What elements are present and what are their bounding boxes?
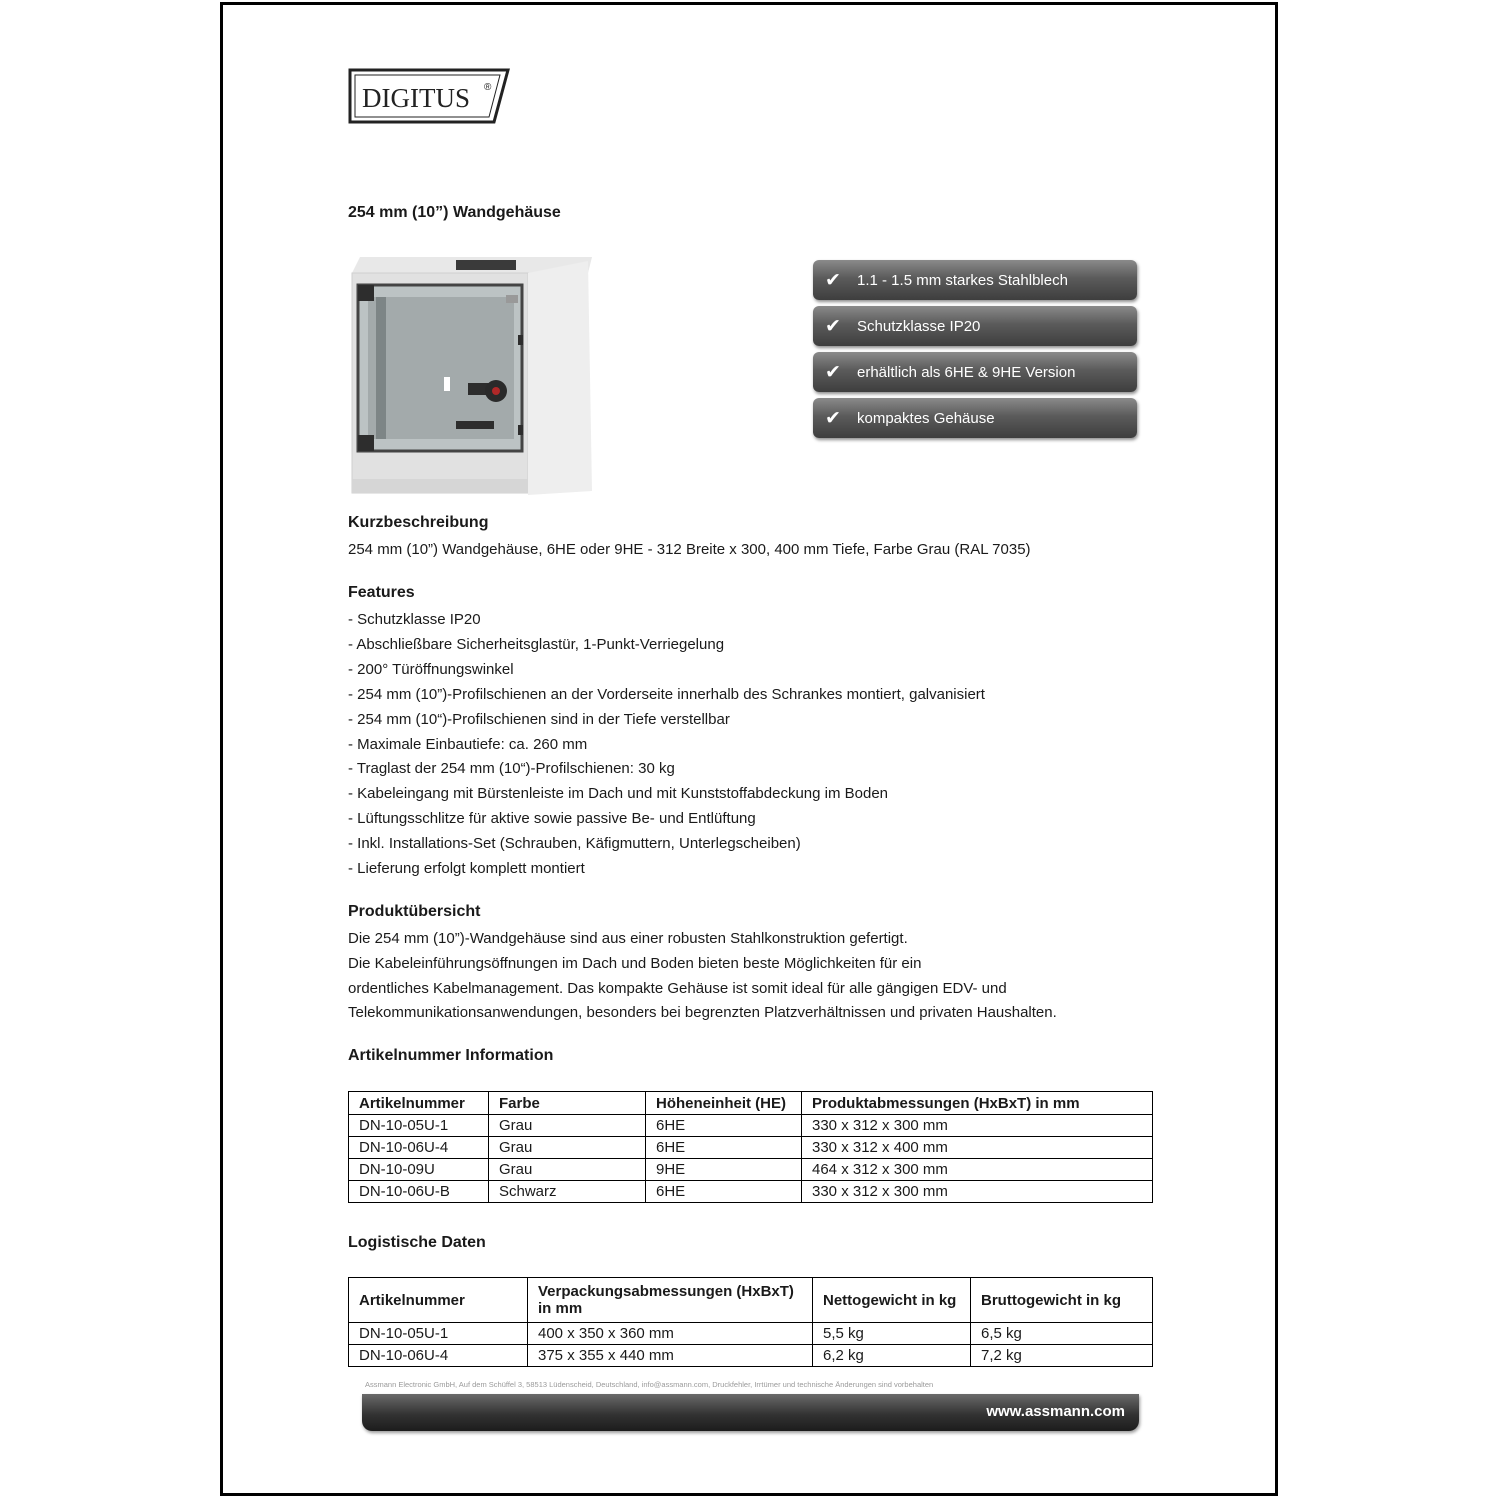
column-header: Verpackungsabmessungen (HxBxT) in mm [528, 1278, 813, 1323]
feature-item: - Inkl. Installations-Set (Schrauben, Käfigmuttern, Unterlegscheiben) [348, 835, 801, 853]
feature-item: - 254 mm (10”)-Profilschienen an der Vorderseite innerhalb des Schrankes montiert, galvanisiert [348, 685, 985, 703]
feature-badge [813, 352, 1137, 392]
table-cell: Grau [489, 1137, 646, 1159]
logistische-section [348, 1234, 1153, 1258]
feature-badge-label: 1.1 - 1.5 mm starkes Stahlblech [857, 271, 1068, 289]
logistische-table [348, 1277, 1153, 1367]
wall-cabinet-image [348, 245, 598, 507]
produktuebersicht-line: Telekommunikationsanwendungen, besonders bei begrenzten Platzverhältnissen und privaten Haushalten. [348, 1004, 1057, 1022]
logistische-heading: Logistische Daten [348, 1234, 486, 1251]
footer-url: www.assmann.com [986, 1403, 1125, 1420]
table-cell: Schwarz [489, 1181, 646, 1203]
logo-text: DIGITUS [362, 83, 470, 113]
table-row [349, 1181, 1153, 1203]
table-cell: 6,2 kg [813, 1345, 971, 1367]
kurzbeschreibung-heading: Kurzbeschreibung [348, 514, 489, 531]
features-section [348, 584, 1153, 882]
feature-badge [813, 306, 1137, 346]
table-cell: 5,5 kg [813, 1323, 971, 1345]
table-cell: DN-10-06U-B [349, 1181, 489, 1203]
table-row [349, 1159, 1153, 1181]
checkmark-icon: ✔ [825, 269, 841, 291]
table-cell: 6HE [646, 1181, 802, 1203]
table-row [349, 1137, 1153, 1159]
checkmark-icon: ✔ [825, 315, 841, 337]
checkmark-icon: ✔ [825, 361, 841, 383]
table-cell: 6HE [646, 1115, 802, 1137]
table-cell: 400 x 350 x 360 mm [528, 1323, 813, 1345]
feature-badge-label: erhältlich als 6HE & 9HE Version [857, 363, 1076, 381]
table-cell: DN-10-06U-4 [349, 1345, 528, 1367]
table-cell: 330 x 312 x 300 mm [802, 1181, 1153, 1203]
feature-item: - Lüftungsschlitze für aktive sowie passive Be- und Entlüftung [348, 810, 756, 828]
column-header: Bruttogewicht in kg [971, 1278, 1153, 1323]
table-cell: Grau [489, 1159, 646, 1181]
features-heading: Features [348, 584, 415, 601]
table-cell: DN-10-09U [349, 1159, 489, 1181]
digitus-logo [348, 68, 510, 124]
feature-item: - Schutzklasse IP20 [348, 611, 481, 628]
feature-badge [813, 260, 1137, 300]
artikelnummer-table [348, 1091, 1153, 1203]
kurzbeschreibung-section [348, 514, 1153, 563]
table-cell: 9HE [646, 1159, 802, 1181]
table-cell: 7,2 kg [971, 1345, 1153, 1367]
table-header-row [349, 1278, 1153, 1323]
column-header: Artikelnummer [349, 1278, 528, 1323]
kurzbeschreibung-text: 254 mm (10”) Wandgehäuse, 6HE oder 9HE - 312 Breite x 300, 400 mm Tiefe, Farbe Grau (RAL 7035) [348, 541, 1031, 558]
feature-item: - Lieferung erfolgt komplett montiert [348, 860, 585, 878]
feature-item: - Abschließbare Sicherheitsglastür, 1-Punkt-Verriegelung [348, 635, 725, 653]
feature-badge-label: kompaktes Gehäuse [857, 409, 995, 427]
column-header: Farbe [489, 1092, 646, 1115]
table-cell: 6,5 kg [971, 1323, 1153, 1345]
feature-item: - Kabeleingang mit Bürstenleiste im Dach und mit Kunststoffabdeckung im Boden [348, 785, 889, 803]
artikelnummer-heading: Artikelnummer Information [348, 1047, 554, 1064]
feature-item: - Traglast der 254 mm (10“)-Profilschienen: 30 kg [348, 760, 675, 778]
table-row [349, 1115, 1153, 1137]
feature-badges [813, 260, 1137, 444]
produktuebersicht-line: Die 254 mm (10”)-Wandgehäuse sind aus einer robusten Stahlkonstruktion gefertigt. [348, 930, 908, 947]
checkmark-icon: ✔ [825, 407, 841, 429]
table-cell: 330 x 312 x 300 mm [802, 1115, 1153, 1137]
table-cell: DN-10-05U-1 [349, 1323, 528, 1345]
page-title: 254 mm (10”) Wandgehäuse [348, 204, 561, 221]
produktuebersicht-heading: Produktübersicht [348, 903, 481, 920]
produktuebersicht-section [348, 903, 1153, 1026]
column-header: Höheneinheit (HE) [646, 1092, 802, 1115]
table-cell: Grau [489, 1115, 646, 1137]
footer-legal-text: Assmann Electronic GmbH, Auf dem Schüffel 3, 58513 Lüdenscheid, Deutschland, info@assmann.com, Druckfehler, Irrtümer und technische Änderungen sind vorbehalten [365, 1380, 934, 1389]
table-header-row [349, 1092, 1153, 1115]
table-cell: 464 x 312 x 300 mm [802, 1159, 1153, 1181]
feature-item: - Maximale Einbautiefe: ca. 260 mm [348, 735, 588, 753]
registered-mark: ® [484, 82, 492, 93]
logistische-table-wrap [348, 1277, 1153, 1367]
feature-badge-label: Schutzklasse IP20 [857, 317, 981, 335]
table-cell: 375 x 355 x 440 mm [528, 1345, 813, 1367]
feature-item: - 254 mm (10“)-Profilschienen sind in der Tiefe verstellbar [348, 710, 730, 728]
artikelnummer-table-wrap [348, 1091, 1153, 1203]
column-header: Nettogewicht in kg [813, 1278, 971, 1323]
table-cell: 6HE [646, 1137, 802, 1159]
column-header: Produktabmessungen (HxBxT) in mm [802, 1092, 1153, 1115]
feature-badge [813, 398, 1137, 438]
produktuebersicht-line: Die Kabeleinführungsöffnungen im Dach und Boden bieten beste Möglichkeiten für ein [348, 954, 922, 972]
produktuebersicht-line: ordentliches Kabelmanagement. Das kompakte Gehäuse ist somit ideal für alle gängigen EDV- und [348, 979, 1007, 997]
artikelnummer-section [348, 1047, 1153, 1071]
table-cell: DN-10-05U-1 [349, 1115, 489, 1137]
table-cell: DN-10-06U-4 [349, 1137, 489, 1159]
features-list [348, 608, 1153, 882]
table-row [349, 1323, 1153, 1345]
footer-bar [362, 1394, 1139, 1431]
feature-item: - 200° Türöffnungswinkel [348, 660, 514, 678]
column-header: Artikelnummer [349, 1092, 489, 1115]
table-row [349, 1345, 1153, 1367]
table-cell: 330 x 312 x 400 mm [802, 1137, 1153, 1159]
